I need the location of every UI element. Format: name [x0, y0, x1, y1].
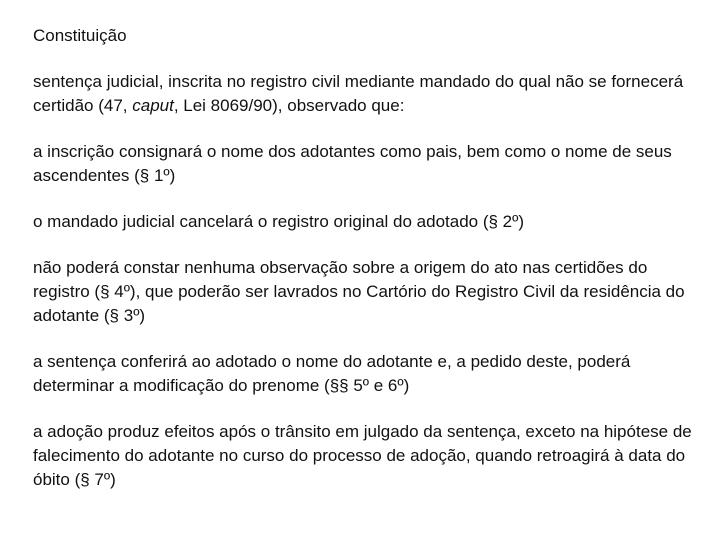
paragraph-intro-text-before: sentença judicial, inscrita no registro civil mediante mandado do qual não se fornecerá certidão (47,	[33, 72, 684, 115]
paragraph-inscription: a inscrição consignará o nome dos adotantes como pais, bem como o nome de seus ascendentes (§ 1º)	[33, 142, 672, 185]
paragraph-intro-text-after: , Lei 8069/90), observado que:	[173, 96, 405, 115]
paragraph-name-change: a sentença conferirá ao adotado o nome do adotante e, a pedido deste, poderá determinar a modificação do prenome (§§ 5º e 6º)	[33, 352, 631, 395]
paragraph-effects: a adoção produz efeitos após o trânsito em julgado da sentença, exceto na hipótese de falecimento do adotante no curso do processo de adoção, quando retroagirá à data do óbito (§ 7º)	[33, 422, 692, 489]
paragraph-cancellation: o mandado judicial cancelará o registro original do adotado (§ 2º)	[33, 212, 525, 231]
paragraph-intro-italic: caput	[132, 96, 174, 115]
paragraph-certificates: não poderá constar nenhuma observação sobre a origem do ato nas certidões do registro (§ 4º), que poderão ser lavrados no Cartório do Registro Civil da residência do adotante (§ 3º)	[33, 258, 685, 325]
paragraph-intro	[33, 70, 693, 118]
document-page	[33, 24, 693, 514]
page-title: Constituição	[33, 26, 127, 45]
